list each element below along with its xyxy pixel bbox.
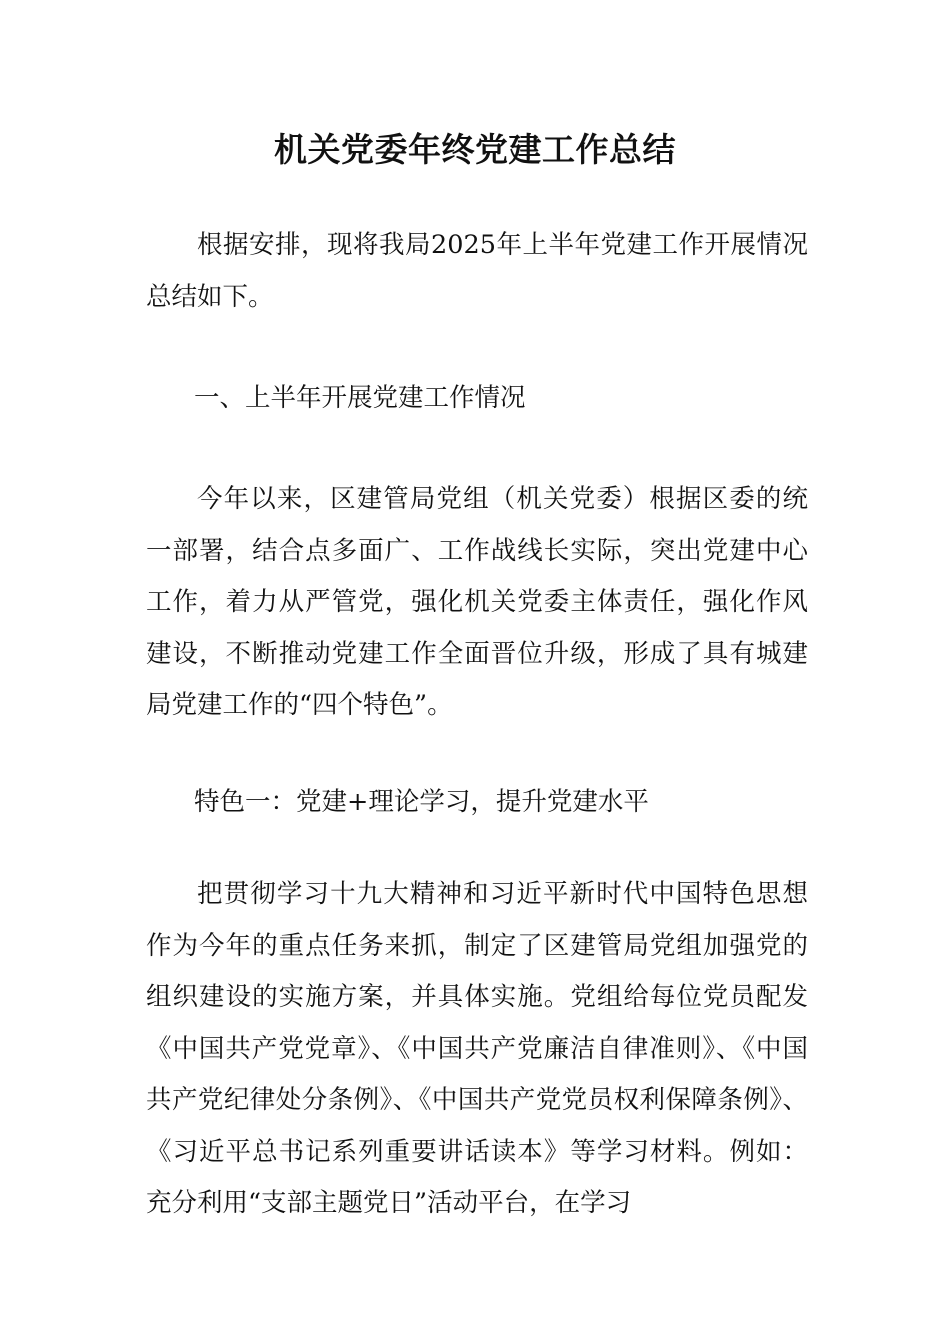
document-title: 机关党委年终党建工作总结: [274, 130, 676, 169]
feature-heading: 特色一：党建+理论学习，提升党建水平: [194, 787, 649, 817]
section-paragraph: 今年以来，区建管局党组（机关党委）根据区委的统一部署，结合点多面广、工作战线长实际，突出党建中心工作，着力从严管党，强化机关党委主体责任，强化作风建设，不断推动党建工作全面晋位升级，形成了具有城建局党建工作的“四个特色”。: [146, 484, 808, 720]
feature-paragraph: 把贯彻学习十九大精神和习近平新时代中国特色思想作为今年的重点任务来抓，制定了区建管局党组加强党的组织建设的实施方案，并具体实施。党组给每位党员配发《中国共产党党章》、《中国共产党廉洁自律准则》、《中国共产党纪律处分条例》、《中国共产党党员权利保障条例》、《习近平总书记系列重要讲话读本》等学习材料。例如：充分利用“支部主题党日”活动平台，在学习: [146, 879, 808, 1218]
section-heading: 一、上半年开展党建工作情况: [194, 383, 526, 413]
intro-paragraph: 根据安排，现将我局2025年上半年党建工作开展情况总结如下。: [146, 230, 808, 312]
